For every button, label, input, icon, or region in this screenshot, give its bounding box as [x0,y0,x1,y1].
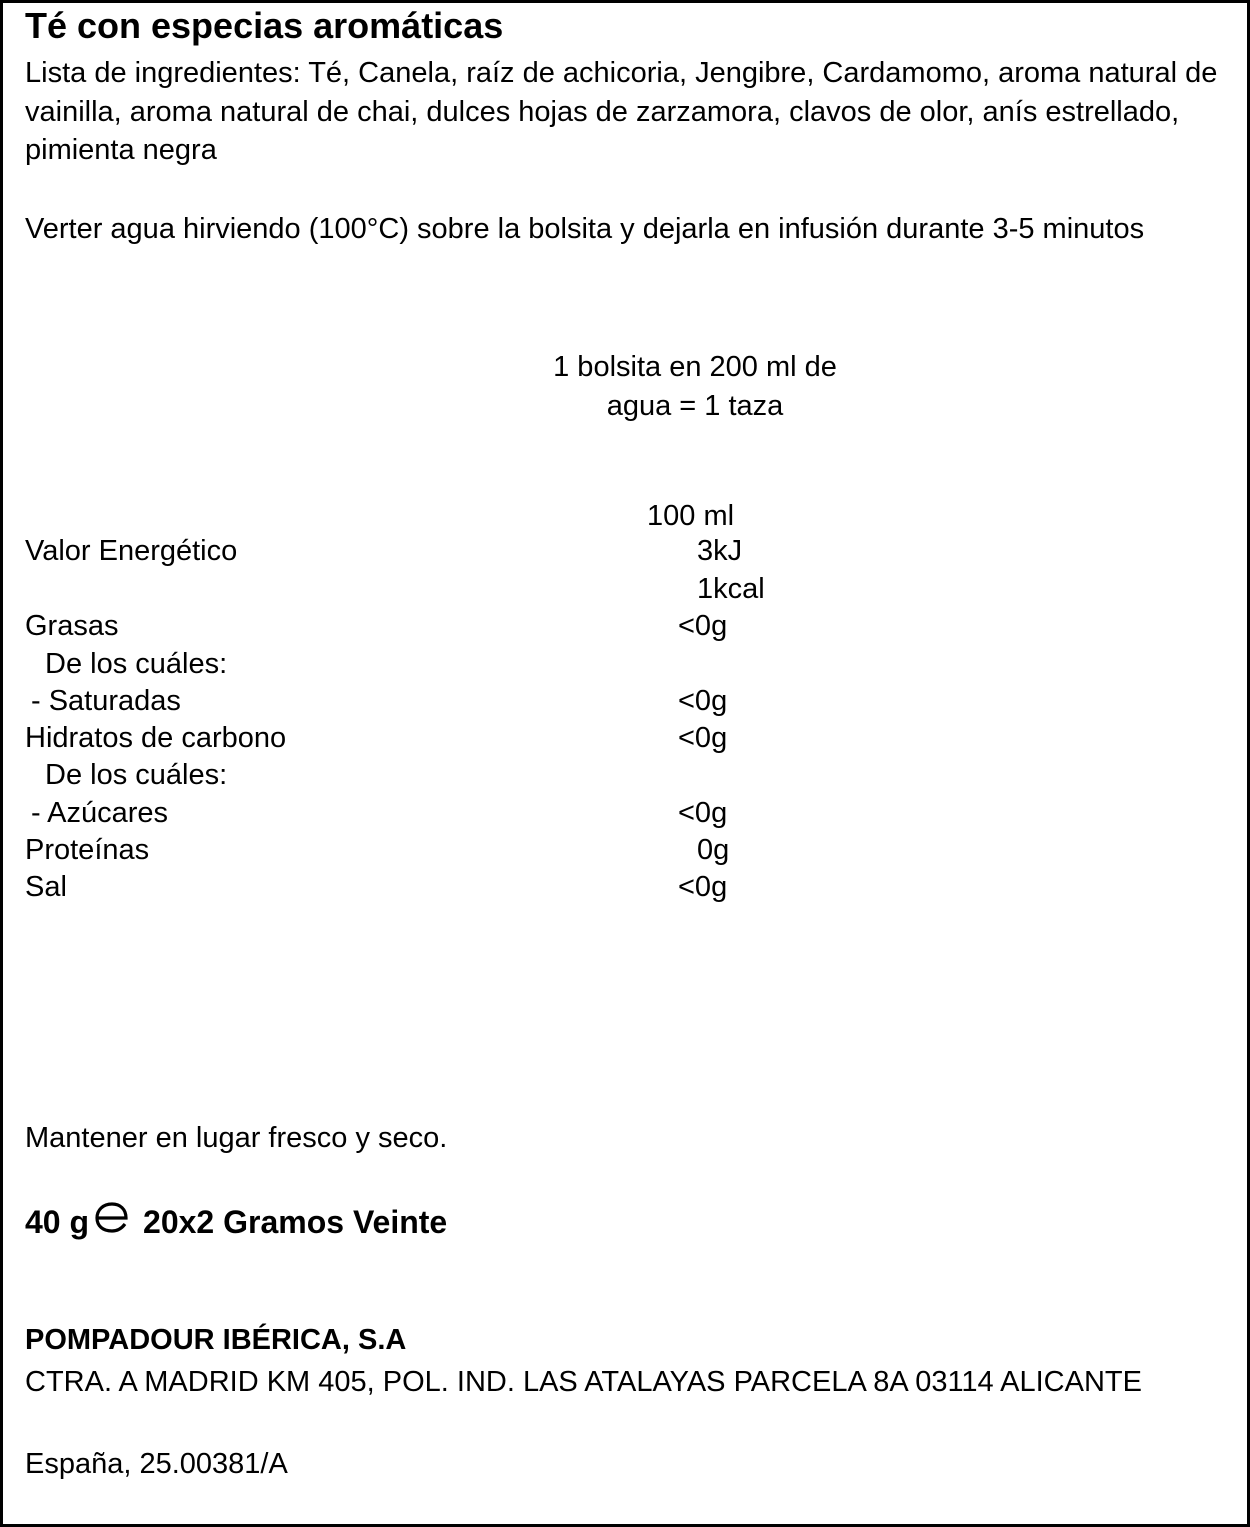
carbs-value: <0g [678,722,728,754]
storage-instructions: Mantener en lugar fresco y seco. [25,1122,448,1154]
fat-label: Grasas [25,610,119,642]
serving-line-1: 1 bolsita en 200 ml de [553,351,837,383]
of-which-label-2: De los cuáles: [45,759,228,791]
salt-label: Sal [25,871,67,903]
net-weight: 40 g [25,1203,90,1240]
energy-label: Valor Energético [25,535,238,567]
of-which-label-1: De los cuáles: [45,648,228,680]
company-name: POMPADOUR IBÉRICA, S.A [25,1324,407,1356]
serving-line-2: agua = 1 taza [606,389,784,422]
protein-label: Proteínas [25,834,150,866]
salt-value: <0g [678,871,728,903]
net-quantity [25,1200,447,1243]
company-address: CTRA. A MADRID KM 405, POL. IND. LAS ATALAYAS PARCELA 8A 03114 ALICANTE [25,1366,1142,1398]
saturated-value: <0g [678,685,728,717]
fat-value: <0g [678,610,728,642]
energy-kj-value: 3kJ [697,535,743,567]
product-title: Té con especias aromáticas [25,5,504,46]
protein-value: 0g [697,834,730,866]
ingredients-text: Lista de ingredientes: Té, Canela, raíz de achicoria, Jengibre, Cardamomo, aroma natural de vainilla, aroma natural de chai, dulces hojas de zarzamora, clavos de olor, anís estrellado, pimienta negra [25,57,1218,166]
nutrition-column-header: 100 ml [647,500,735,532]
sugars-value: <0g [678,797,728,829]
country-registration: España, 25.00381/A [25,1448,288,1480]
serving-size [445,348,945,425]
sugars-label: - Azúcares [31,797,168,829]
saturated-label: - Saturadas [31,685,181,717]
estimated-sign-icon [93,1200,131,1243]
carbs-label: Hidratos de carbono [25,722,287,754]
net-quantity-detail: 20x2 Gramos Veinte [143,1203,448,1240]
energy-kcal-value: 1kcal [697,573,765,605]
preparation-text: Verter agua hirviendo (100°C) sobre la bolsita y dejarla en infusión durante 3-5 minutos [25,213,1145,245]
